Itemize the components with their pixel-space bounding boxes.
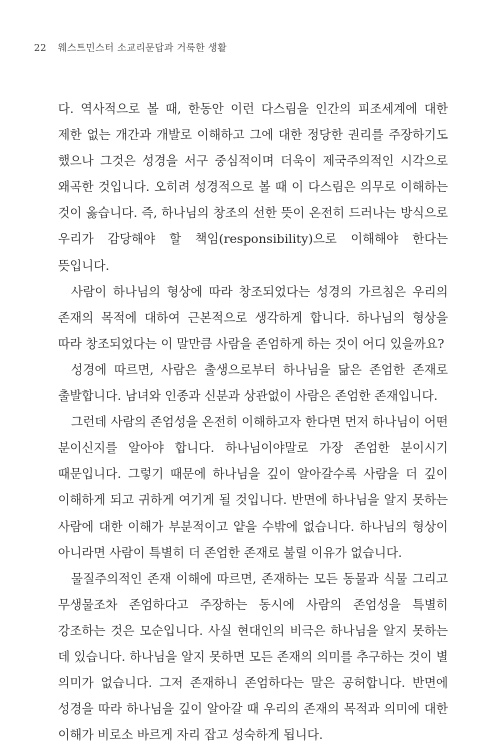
body-text xyxy=(58,96,448,748)
paragraph: 그런데 사람의 존엄성을 온전히 이해하고자 한다면 먼저 하나님이 어떤 분이신지를 알아야 합니다. 하나님이야말로 가장 존엄한 분이시기 때문입니다. 그렇기 때문에 하나님을 깊이 알아갈수록 사람을 더 깊이 이해하게 되고 귀하게 여기게 될 것입니다. 반면에 하나님을 알지 못하는 사람에 대한 이해가 부분적이고 얕을 수밖에 없습니다. 하나님의 형상이 아니라면 사람이 특별히 더 존엄한 존재로 불릴 이유가 없습니다. xyxy=(58,415,448,560)
paragraph: 물질주의적인 존재 이해에 따르면, 존재하는 모든 동물과 식물 그리고 무생물조차 존엄하다고 주장하는 동시에 사람의 존엄성을 특별히 강조하는 것은 모순입니다. 사실 현대인의 비극은 하나님을 알지 못하는 데 있습니다. 하나님을 알지 못하면 모든 존재의 의미를 추구하는 것이 별 의미가 없습니다. 그저 존재하니 존엄하다는 말은 공허합니다. 반면에 성경을 따라 하나님을 깊이 알아갈 때 우리의 존재의 목적과 의미에 대한 이해가 비로소 바르게 자리 잡고 성숙하게 됩니다. xyxy=(58,571,448,743)
page-number: 22 xyxy=(34,43,47,54)
paragraph: 성경에 따르면, 사람은 출생으로부터 하나님을 닮은 존엄한 존재로 출발합니다. 남녀와 인종과 신분과 상관없이 사람은 존엄한 존재입니다. xyxy=(58,362,448,404)
running-title: 웨스트민스터 소교리문답과 거룩한 생활 xyxy=(57,43,227,54)
paragraph: 사람이 하나님의 형상에 따라 창조되었다는 성경의 가르침은 우리의 존재의 목적에 대하여 근본적으로 생각하게 합니다. 하나님의 형상을 따라 창조되었다는 이 말만큼 사람을 존엄하게 하는 것이 어디 있을까요? xyxy=(58,284,448,351)
paragraph-continuation: 다. 역사적으로 볼 때, 한동안 이런 다스림을 인간의 피조세계에 대한 제한 없는 개간과 개발로 이해하고 그에 대한 정당한 권리를 주장하기도 했으나 그것은 성경을 서구 중심적이며 더욱이 제국주의적인 시각으로 왜곡한 것입니다. 오히려 성경적으로 볼 때 이 다스림은 의무로 이해하는 것이 옳습니다. 즉, 하나님의 창조의 선한 뜻이 온전히 드러나는 방식으로 우리가 감당해야 할 책임(responsibility)으로 이해해야 한다는 뜻입니다. xyxy=(58,102,448,273)
running-header xyxy=(34,40,466,54)
